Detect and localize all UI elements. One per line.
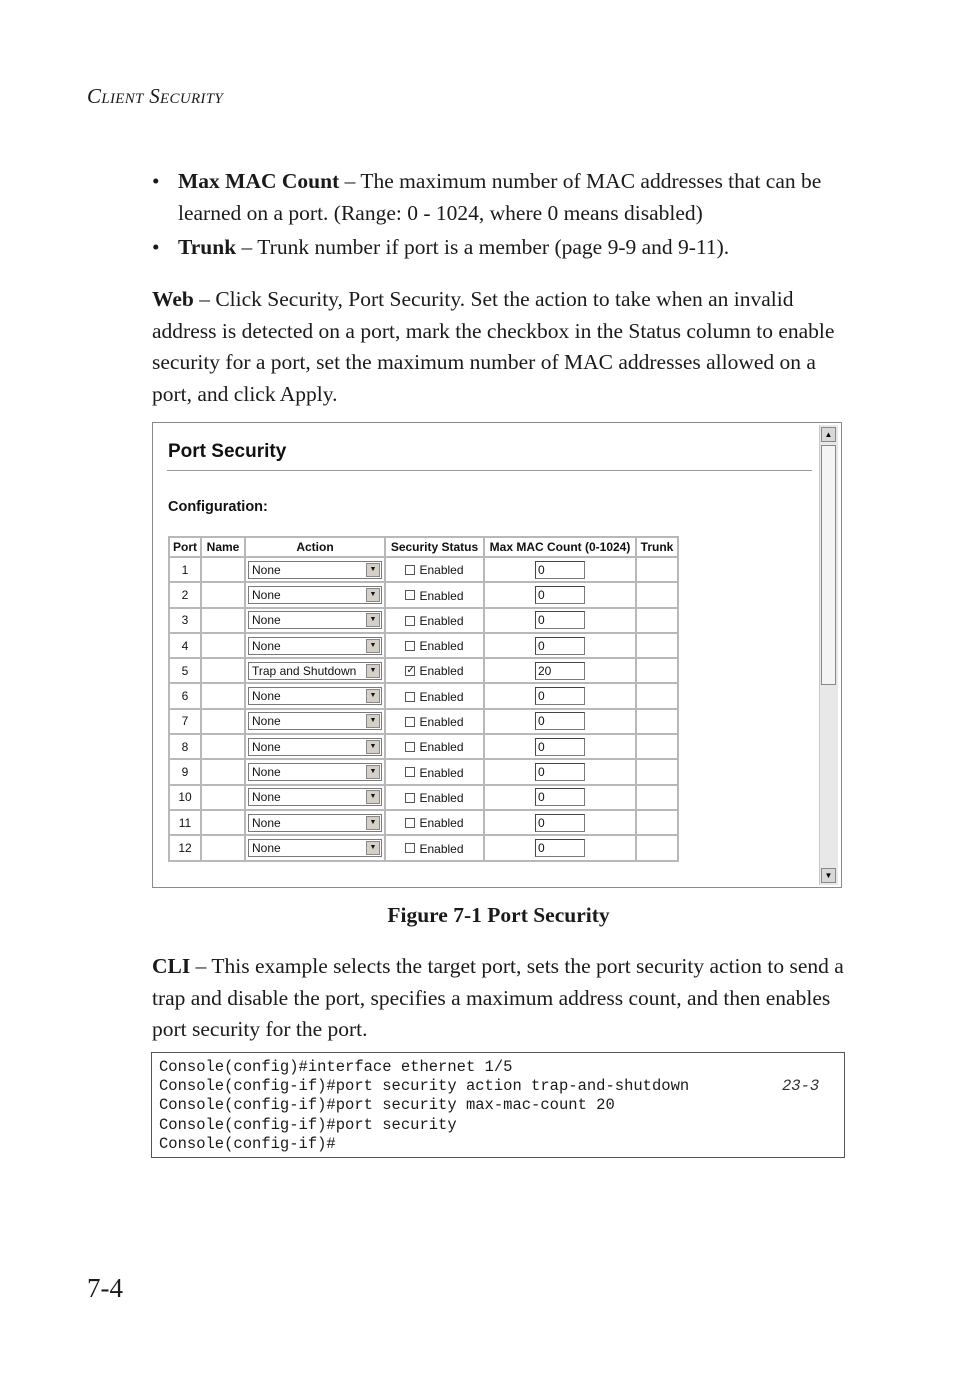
running-head (87, 84, 223, 109)
chevron-down-icon[interactable]: ▼ (366, 563, 380, 577)
bullet-term: Max MAC Count (178, 169, 340, 193)
action-cell (245, 658, 385, 683)
enabled-label: Enabled (419, 790, 464, 805)
chevron-down-icon[interactable]: ▼ (366, 740, 380, 754)
chevron-down-icon[interactable]: ▼ (366, 689, 380, 703)
figure-caption: Figure 7-1 Port Security (387, 903, 610, 927)
max-mac-count-input[interactable]: 0 (535, 637, 585, 655)
port-cell: 9 (169, 759, 201, 784)
trunk-cell (636, 557, 678, 582)
action-select[interactable] (248, 611, 382, 629)
table-row (169, 810, 678, 835)
enabled-checkbox[interactable] (405, 717, 415, 727)
status-cell (385, 709, 484, 734)
table-row (169, 633, 678, 658)
name-cell (201, 835, 245, 860)
trunk-cell (636, 658, 678, 683)
trunk-cell (636, 683, 678, 708)
status-cell (385, 835, 484, 860)
max-mac-cell (484, 759, 636, 784)
trunk-cell (636, 835, 678, 860)
status-cell (385, 633, 484, 658)
port-cell: 6 (169, 683, 201, 708)
trunk-cell (636, 759, 678, 784)
port-cell: 10 (169, 785, 201, 810)
action-cell (245, 709, 385, 734)
enabled-label: Enabled (419, 563, 464, 578)
enabled-label: Enabled (419, 664, 464, 679)
cli-term: CLI (152, 954, 191, 978)
name-cell (201, 734, 245, 759)
table-header-row (169, 537, 678, 557)
bullet-term: Trunk (178, 235, 237, 259)
chevron-down-icon[interactable]: ▼ (366, 664, 380, 678)
max-mac-cell (484, 633, 636, 658)
action-select[interactable] (248, 637, 382, 655)
page-reference: 23-3 (782, 1077, 820, 1096)
max-mac-count-input[interactable]: 0 (535, 763, 585, 781)
web-term: Web (152, 287, 194, 311)
table-row (169, 734, 678, 759)
enabled-checkbox[interactable] (405, 793, 415, 803)
enabled-checkbox[interactable] (405, 641, 415, 651)
trunk-cell (636, 785, 678, 810)
col-action: Action (245, 537, 385, 557)
action-value: None (252, 613, 281, 628)
action-select[interactable] (248, 788, 382, 806)
web-paragraph (152, 284, 852, 410)
enabled-label: Enabled (419, 613, 464, 628)
action-value: None (252, 587, 281, 602)
status-cell (385, 582, 484, 607)
action-select[interactable] (248, 586, 382, 604)
status-cell (385, 557, 484, 582)
code-line: Console(config-if)#port security action trap-and-shutdown 23-3 (159, 1077, 820, 1096)
action-cell (245, 582, 385, 607)
action-select[interactable] (248, 662, 382, 680)
trunk-cell (636, 709, 678, 734)
enabled-checkbox[interactable] (405, 590, 415, 600)
enabled-checkbox[interactable] (405, 565, 415, 575)
code-line: Console(config)#interface ethernet 1/5 (159, 1058, 513, 1076)
scrollbar-thumb[interactable] (821, 445, 836, 685)
name-cell (201, 709, 245, 734)
port-cell: 8 (169, 734, 201, 759)
vertical-scrollbar[interactable] (819, 425, 838, 885)
col-security-status: Security Status (385, 537, 484, 557)
action-value: None (252, 638, 281, 653)
max-mac-count-input[interactable]: 20 (535, 662, 585, 680)
trunk-cell (636, 582, 678, 607)
chevron-down-icon[interactable]: ▼ (366, 765, 380, 779)
action-cell (245, 810, 385, 835)
max-mac-count-input[interactable]: 0 (535, 561, 585, 579)
title-divider (167, 470, 812, 471)
max-mac-cell (484, 582, 636, 607)
cli-text: – This example selects the target port, sets the port security action to send a trap and disable the port, specifies a maximum address count, and then enables port security for the port. (152, 954, 844, 1041)
table-row (169, 785, 678, 810)
bullet-text: – The maximum number of MAC addresses that can be learned on a port. (Range: 0 - 1024, where 0 means disabled) (178, 169, 822, 225)
name-cell (201, 785, 245, 810)
action-cell (245, 785, 385, 810)
bullet-trunk: • Trunk – Trunk number if port is a member (page 9-9 and 9-11). (152, 235, 730, 259)
action-select[interactable] (248, 814, 382, 832)
max-mac-count-input[interactable]: 0 (535, 611, 585, 629)
table-row (169, 557, 678, 582)
enabled-label: Enabled (419, 765, 464, 780)
action-select[interactable] (248, 712, 382, 730)
definition-list (152, 166, 852, 267)
action-value: None (252, 765, 281, 780)
action-cell (245, 633, 385, 658)
table-row (169, 608, 678, 633)
cli-paragraph (152, 951, 852, 1046)
table-row (169, 709, 678, 734)
col-port: Port (169, 537, 201, 557)
col-trunk: Trunk (636, 537, 678, 557)
port-security-table (168, 536, 679, 862)
action-value: None (252, 815, 281, 830)
enabled-label: Enabled (419, 841, 464, 856)
page-title: Port Security (168, 441, 287, 462)
code-line: Console(config-if)#port security (159, 1115, 457, 1134)
table-row (169, 683, 678, 708)
max-mac-cell (484, 658, 636, 683)
max-mac-cell (484, 683, 636, 708)
enabled-label: Enabled (419, 638, 464, 653)
enabled-checkbox[interactable] (405, 742, 415, 752)
action-value: None (252, 790, 281, 805)
trunk-cell (636, 734, 678, 759)
port-security-screenshot (152, 422, 842, 888)
chevron-down-icon[interactable]: ▼ (366, 816, 380, 830)
running-head-rest2: ECURITY (160, 91, 223, 107)
name-cell (201, 608, 245, 633)
max-mac-cell (484, 557, 636, 582)
col-name: Name (201, 537, 245, 557)
action-select[interactable] (248, 763, 382, 781)
action-cell (245, 557, 385, 582)
action-value: None (252, 739, 281, 754)
status-cell (385, 759, 484, 784)
trunk-cell (636, 633, 678, 658)
port-cell: 4 (169, 633, 201, 658)
enabled-checkbox[interactable]: ✓ (406, 665, 415, 677)
action-select[interactable] (248, 738, 382, 756)
status-cell (385, 810, 484, 835)
code-line: Console(config-if)# (159, 1134, 336, 1153)
configuration-label: Configuration: (168, 499, 268, 515)
status-cell (385, 683, 484, 708)
web-text: – Click Security, Port Security. Set the action to take when an invalid address is detected on a port, mark the checkbox in the Status column to enable security for a port, set the maximum number of MAC addresses allowed on a port, and click Apply. (152, 287, 835, 406)
max-mac-count-input[interactable]: 0 (535, 839, 585, 857)
name-cell (201, 658, 245, 683)
status-cell (385, 734, 484, 759)
enabled-label: Enabled (419, 740, 464, 755)
chevron-down-icon[interactable]: ▼ (366, 613, 380, 627)
enabled-checkbox[interactable] (405, 843, 415, 853)
chevron-down-icon[interactable]: ▼ (366, 841, 380, 855)
enabled-label: Enabled (419, 588, 464, 603)
table-row (169, 759, 678, 784)
max-mac-count-input[interactable]: 0 (535, 788, 585, 806)
name-cell (201, 683, 245, 708)
running-head-cap1: C (87, 84, 102, 108)
page-number: 7-4 (87, 1273, 123, 1303)
bullet-max-mac-count: • Max MAC Count – The maximum number of MAC addresses that can be learned on a port. (Range: 0 - 1024, where 0 means disabled) (152, 169, 822, 225)
action-cell (245, 835, 385, 860)
action-cell (245, 759, 385, 784)
name-cell (201, 582, 245, 607)
table-row (169, 835, 678, 860)
chevron-down-icon[interactable]: ▼ (366, 639, 380, 653)
action-select[interactable] (248, 687, 382, 705)
scroll-up-arrow-icon[interactable]: ▲ (821, 427, 836, 442)
table-row (169, 582, 678, 607)
trunk-cell (636, 810, 678, 835)
cli-code-block (151, 1052, 845, 1158)
max-mac-cell (484, 835, 636, 860)
action-value: Trap and Shutdown (252, 663, 357, 678)
port-cell: 11 (169, 810, 201, 835)
enabled-label: Enabled (419, 816, 464, 831)
enabled-checkbox[interactable] (405, 767, 415, 777)
running-head-rest1: LIENT (101, 91, 144, 107)
port-cell: 5 (169, 658, 201, 683)
action-value: None (252, 840, 281, 855)
max-mac-cell (484, 608, 636, 633)
status-cell (385, 608, 484, 633)
port-cell: 3 (169, 608, 201, 633)
action-cell (245, 734, 385, 759)
max-mac-count-input[interactable]: 0 (535, 814, 585, 832)
enabled-label: Enabled (419, 689, 464, 704)
scroll-down-arrow-icon[interactable]: ▼ (821, 868, 836, 883)
name-cell (201, 557, 245, 582)
max-mac-cell (484, 709, 636, 734)
trunk-cell (636, 608, 678, 633)
enabled-checkbox[interactable] (405, 818, 415, 828)
enabled-checkbox[interactable] (405, 616, 415, 626)
port-cell: 2 (169, 582, 201, 607)
max-mac-cell (484, 785, 636, 810)
name-cell (201, 810, 245, 835)
max-mac-count-input[interactable]: 0 (535, 712, 585, 730)
max-mac-cell (484, 734, 636, 759)
status-cell (385, 785, 484, 810)
action-value: None (252, 562, 281, 577)
action-value: None (252, 714, 281, 729)
col-max-mac-count: Max MAC Count (0-1024) (484, 537, 636, 557)
action-cell (245, 683, 385, 708)
max-mac-count-input[interactable]: 0 (535, 738, 585, 756)
max-mac-cell (484, 810, 636, 835)
enabled-label: Enabled (419, 714, 464, 729)
chevron-down-icon[interactable]: ▼ (366, 588, 380, 602)
code-line: Console(config-if)#port security max-mac-count 20 (159, 1096, 615, 1115)
max-mac-count-input[interactable]: 0 (535, 586, 585, 604)
enabled-checkbox[interactable] (405, 692, 415, 702)
action-value: None (252, 689, 281, 704)
table-row (169, 658, 678, 683)
running-head-cap2: S (149, 84, 161, 108)
chevron-down-icon[interactable]: ▼ (366, 714, 380, 728)
port-cell: 1 (169, 557, 201, 582)
port-cell: 12 (169, 835, 201, 860)
action-select[interactable] (248, 561, 382, 579)
action-cell (245, 608, 385, 633)
name-cell (201, 633, 245, 658)
port-cell: 7 (169, 709, 201, 734)
action-select[interactable] (248, 839, 382, 857)
name-cell (201, 759, 245, 784)
chevron-down-icon[interactable]: ▼ (366, 790, 380, 804)
bullet-text: – Trunk number if port is a member (page 9-9 and 9-11). (236, 235, 730, 259)
max-mac-count-input[interactable]: 0 (535, 687, 585, 705)
status-cell (385, 658, 484, 683)
